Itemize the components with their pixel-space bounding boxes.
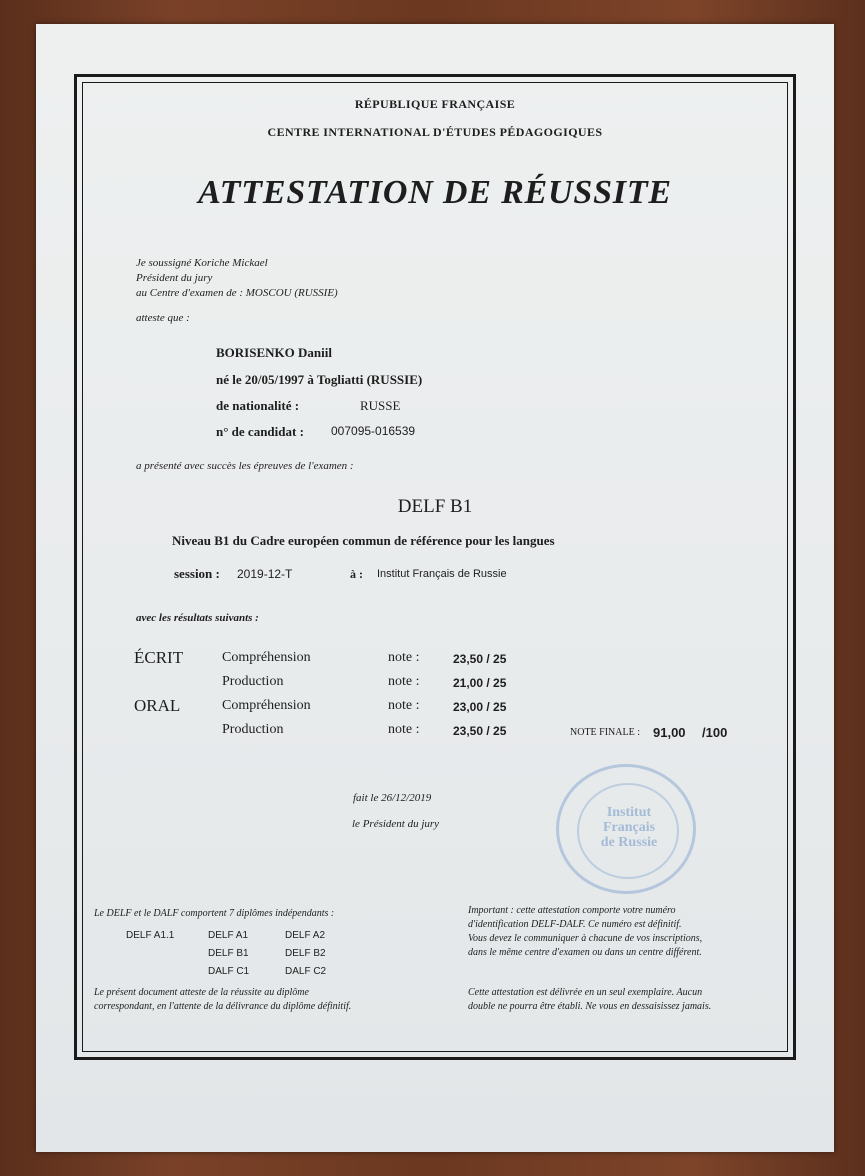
important-note-3: Vous devez le communiquer à chacune de vos inscriptions,	[468, 933, 703, 944]
note-label: note :	[388, 650, 420, 665]
jury-role: Président du jury	[136, 272, 213, 284]
institute-stamp	[556, 764, 696, 894]
candidate-birth: né le 20/05/1997 à Togliatti (RUSSIE)	[216, 372, 423, 387]
certificate-title: ATTESTATION DE RÉUSSITE	[198, 174, 672, 211]
final-score-max: /100	[702, 725, 728, 740]
section-ecrit: ÉCRIT	[134, 648, 184, 667]
nationality-label: de nationalité :	[216, 398, 300, 413]
oral-comprehension-score: 23,00 / 25	[453, 700, 507, 714]
diploma-delf-b1: DELF B1	[208, 948, 249, 959]
signature-role: le Président du jury	[352, 818, 440, 830]
final-score: 91,00	[653, 725, 686, 740]
single-copy-note-1: Cette attestation est délivrée en un seul exemplaire. Aucun	[468, 987, 703, 998]
candidate-name: BORISENKO Daniil	[216, 345, 332, 360]
diploma-delf-a11: DELF A1.1	[126, 930, 175, 941]
exam-level: Niveau B1 du Cadre européen commun de référence pour les langues	[172, 533, 555, 548]
ecrit-production-score: 21,00 / 25	[453, 676, 507, 690]
note-label: note :	[388, 674, 420, 689]
important-note-2: d'identification DELF-DALF. Ce numéro est définitif.	[468, 919, 682, 930]
diploma-delf-a2: DELF A2	[285, 930, 326, 941]
ecrit-comprehension-score: 23,50 / 25	[453, 652, 507, 666]
ecrit-production-label: Production	[222, 674, 284, 689]
presented-text: a présenté avec succès les épreuves de l'examen :	[136, 460, 354, 472]
important-note-4: dans le même centre d'examen ou dans un centre différent.	[468, 947, 702, 958]
results-intro: avec les résultats suivants :	[136, 612, 259, 624]
session-value: 2019-12-T	[237, 567, 293, 581]
diploma-dalf-c2: DALF C2	[285, 966, 327, 977]
oral-production-score: 23,50 / 25	[453, 724, 507, 738]
note-label: note :	[388, 698, 420, 713]
diploma-delf-b2: DELF B2	[285, 948, 326, 959]
provisional-note-2: correspondant, en l'attente de la délivrance du diplôme définitif.	[94, 1001, 352, 1012]
diplomas-intro: Le DELF et le DALF comportent 7 diplômes indépendants :	[94, 908, 335, 919]
oral-production-label: Production	[222, 722, 284, 737]
institute-name: Institut Français de Russie	[377, 568, 507, 580]
single-copy-note-2: double ne pourra être établi. Ne vous en dessaisissez jamais.	[468, 1001, 712, 1012]
important-note-1: Important : cette attestation comporte votre numéro	[468, 905, 676, 916]
diploma-delf-a1: DELF A1	[208, 930, 249, 941]
candidate-number: 007095-016539	[331, 424, 416, 438]
oral-comprehension-label: Compréhension	[222, 698, 311, 713]
ecrit-comprehension-label: Compréhension	[222, 650, 311, 665]
stamp-text: Institut Français de Russie	[600, 805, 658, 850]
candidate-number-label: n° de candidat :	[216, 424, 304, 439]
institute-at-label: à :	[350, 567, 363, 581]
centre-heading: CENTRE INTERNATIONAL D'ÉTUDES PÉDAGOGIQUES	[267, 125, 603, 139]
exam-name: DELF B1	[397, 496, 473, 517]
diploma-dalf-c1: DALF C1	[208, 966, 250, 977]
note-label: note :	[388, 722, 420, 737]
signature-date: fait le 26/12/2019	[353, 792, 432, 804]
provisional-note-1: Le présent document atteste de la réussite au diplôme	[94, 987, 309, 998]
session-label: session :	[174, 566, 220, 581]
nationality-value: RUSSE	[360, 398, 401, 413]
exam-centre: au Centre d'examen de : MOSCOU (RUSSIE)	[136, 287, 338, 299]
section-oral: ORAL	[134, 696, 181, 715]
attests-that: atteste que :	[136, 312, 190, 324]
republic-heading: RÉPUBLIQUE FRANÇAISE	[354, 97, 516, 111]
jury-signatory: Je soussigné Koriche Mickael	[136, 257, 268, 269]
certificate-paper	[36, 24, 834, 1152]
final-score-label: NOTE FINALE :	[570, 727, 640, 738]
